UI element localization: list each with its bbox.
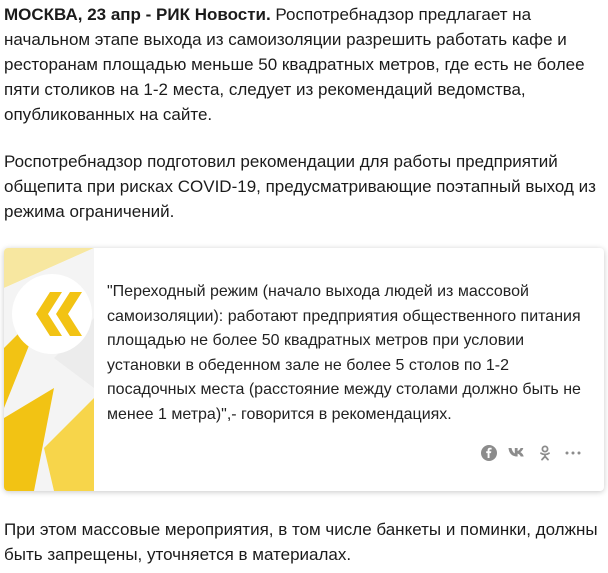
more-icon[interactable] [564,445,582,461]
quote-block [4,248,604,491]
paragraph-1 [4,2,604,127]
quote-text: "Переходный режим (начало выхода людей из массовой самоизоляции): работают предприятия общественного питания площадью не более 50 квадратных метров при условии установки в обеденном зале не более 5 столов по 1-2 посадочных места (расстояние между столами должно быть не менее 1 метра)",- говорится в рекомендациях. [107,283,581,423]
paragraph-3: При этом массовые мероприятия, в том числе банкеты и поминки, должны быть запрещены, уточняется в материалах. [4,520,598,564]
article-lead: МОСКВА, 23 апр - РИК Новости. [4,5,271,24]
quote-decoration-icon [4,248,94,491]
facebook-icon[interactable] [480,445,498,461]
vk-icon[interactable] [508,445,526,461]
paragraph-1-text: Роспотребнадзор предлагает на начальном этапе выхода из самоизоляции разрешить работать кафе и ресторанам площадью меньше 50 квадратных метров, где есть не более пяти столиков на 1-2 места, следует из рекомендаций ведомства, опубликованных на сайте. [4,5,585,124]
share-bar [480,445,582,461]
odnoklassniki-icon[interactable] [536,445,554,461]
paragraph-2: Роспотребнадзор подготовил рекомендации для работы предприятий общепита при рисках COVID-19, предусматривающие поэтапный выход из режима ограничений. [4,152,596,221]
